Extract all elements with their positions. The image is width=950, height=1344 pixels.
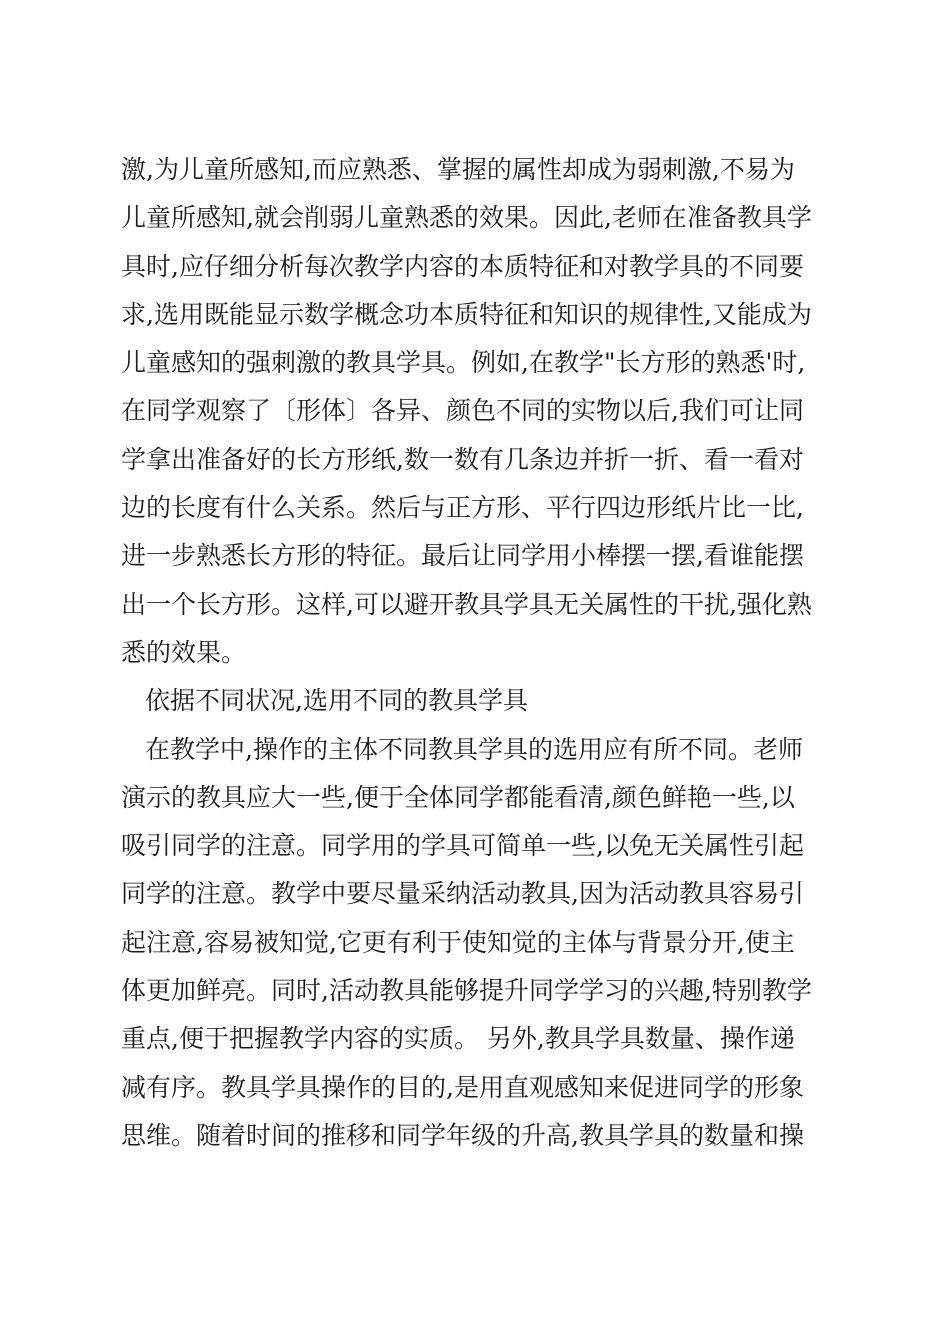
text-line: 边的长度有什么关系。然后与正方形、平行四边形纸片比一比, (121, 493, 804, 523)
text-line: 在同学观察了〔形体〕各异、颜色不同的实物以后,我们可让同 (121, 396, 804, 426)
text-line: 演示的教具应大一些,便于全体同学都能看清,颜色鲜艳一些,以 (121, 782, 795, 812)
section-heading: 依据不同状况,选用不同的教具学具 (145, 686, 528, 716)
text-line: 吸引同学的注意。同学用的学具可简单一些,以免无关属性引起 (121, 831, 804, 861)
text-line: 具时,应仔细分析每次教学内容的本质特征和对教学具的不同要 (121, 251, 804, 281)
document-body (121, 150, 833, 1164)
text-line: 同学的注意。教学中要尽量采纳活动教具,因为活动教具容易引 (121, 879, 804, 909)
text-line: 激,为儿童所感知,而应熟悉、掌握的属性却成为弱刺激,不易为 (121, 155, 795, 184)
text-line: 思维。随着时间的推移和同学年级的升高,教具学具的数量和操 (121, 1120, 804, 1150)
text-line: 求,选用既能显示数学概念功本质特征和知识的规律性,又能成为 (121, 299, 812, 329)
text-line: 儿童感知的强刺激的教具学具。例如,在教学"长方形的熟悉'时, (121, 348, 806, 378)
text-line: 学拿出准备好的长方形纸,数一数有几条边并折一折、看一看对 (121, 444, 804, 474)
text-line: 在教学中,操作的主体不同教具学具的选用应有所不同。老师 (145, 734, 803, 764)
text-line: 减有序。教具学具操作的目的,是用直观感知来促进同学的形象 (121, 1072, 804, 1102)
text-line: 起注意,容易被知觉,它更有利于使知觉的主体与背景分开,使主 (121, 927, 795, 957)
text-line: 重点,便于把握教学内容的实质。 另外,教具学具数量、操作递 (121, 1024, 795, 1054)
text-line: 进一步熟悉长方形的特征。最后让同学用小棒摆一摆,看谁能摆 (121, 541, 804, 571)
text-line: 悉的效果。 (121, 637, 247, 667)
text-line: 出一个长方形。这样,可以避开教具学具无关属性的干扰,强化熟 (121, 589, 812, 619)
text-line: 体更加鲜亮。同时,活动教具能够提升同学学习的兴趣,特别教学 (121, 976, 812, 1006)
text-line: 儿童所感知,就会削弱儿童熟悉的效果。因此,老师在准备教具学 (121, 203, 812, 233)
